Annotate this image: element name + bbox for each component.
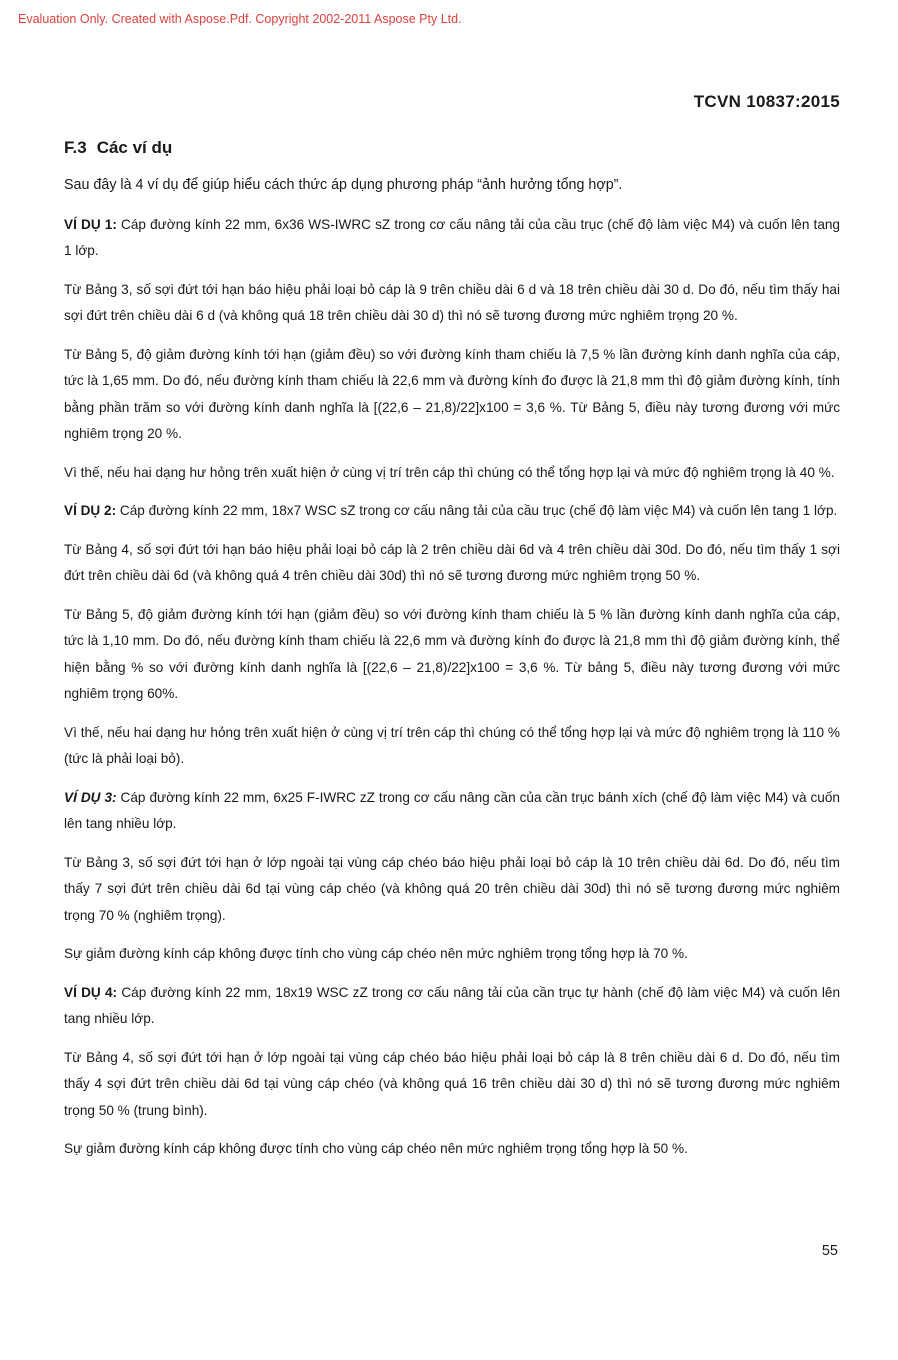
intro-paragraph: Sau đây là 4 ví dụ để giúp hiểu cách thức áp dụng phương pháp “ảnh hưởng tổng hợp”. [64, 177, 623, 193]
example-1-paragraph-1: Từ Bảng 3, số sợi đứt tới hạn báo hiệu phải loại bỏ cáp là 9 trên chiều dài 6 d và 18 trên chiều dài 30 d. Do đó, nếu tìm thấy hai sợi đứt trên chiều dài 6 d (và không quá 18 trên chiều dài 30 d) thì nó sẽ tương đương mức nghiêm trọng 20 %. [64, 281, 840, 323]
example-2-paragraph-1: Từ Bảng 4, số sợi đứt tới hạn báo hiệu phải loại bỏ cáp là 2 trên chiều dài 6d và 4 trên chiều dài 30d. Do đó, nếu tìm thấy 1 sợi đứt trên chiều dài 6d (và không quá 4 trên chiều dài 30d) thì nó sẽ tương đương mức nghiêm trọng 50 %. [64, 541, 840, 583]
example-3-paragraph-2: Sự giảm đường kính cáp không được tính cho vùng cáp chéo nên mức nghiêm trọng tổng hợp là 70 %. [64, 946, 688, 961]
example-2-paragraph-3: Vì thế, nếu hai dạng hư hỏng trên xuất hiện ở cùng vị trí trên cáp thì chúng có thể tổng hợp lại và mức độ nghiêm trọng là 110 % (tức là phải loại bỏ). [64, 724, 840, 766]
page-body [64, 138, 840, 1175]
example-4-paragraph-1: Từ Bảng 4, số sợi đứt tới hạn ở lớp ngoài tại vùng cáp chéo báo hiệu phải loại bỏ cáp là 8 trên chiều dài 6 d. Do đó, nếu tìm thấy 4 sợi đứt trên chiều dài 6d tại vùng cáp chéo (và không quá 16 trên chiều dài 30 d) thì nó sẽ tương đương mức nghiêm trọng 50 % (trung bình). [64, 1049, 840, 1118]
example-3-paragraph-1: Từ Bảng 3, số sợi đứt tới hạn ở lớp ngoài tại vùng cáp chéo báo hiệu phải loại bỏ cáp là 10 trên chiều dài 6d. Do đó, nếu tìm thấy 7 sợi đứt trên chiều dài 6d tại vùng cáp chéo (và không quá 20 trên chiều dài 30d) thì nó sẽ tương đương mức nghiêm trọng 70 % (nghiêm trọng). [64, 854, 840, 923]
example-description: Cáp đường kính 22 mm, 6x36 WS-IWRC sZ trong cơ cấu nâng tải của cầu trục (chế độ làm việc M4) và cuốn lên tang 1 lớp. [64, 216, 840, 258]
example-description: Cáp đường kính 22 mm, 18x19 WSC zZ trong cơ cấu nâng tải của cần trục tự hành (chế độ làm việc M4) và cuốn lên tang nhiều lớp. [64, 984, 840, 1026]
page-number: 55 [821, 1243, 838, 1259]
example-4-heading [64, 980, 840, 1033]
example-label: VÍ DỤ 2: [64, 503, 117, 518]
section-title: Các ví dụ [96, 138, 173, 157]
section-number: F.3 [64, 138, 87, 157]
example-2-paragraph-2: Từ Bảng 5, độ giảm đường kính tới hạn (giảm đều) so với đường kính tham chiếu là 5 % lần đường kính danh nghĩa của cáp, tức là 1,10 mm. Do đó, nếu đường kính tham chiếu là 22,6 mm và đường kính đo được là 21,8 mm thì độ giảm đường kính, thể hiện bằng % so với đường kính danh nghĩa là [(22,6 – 21,8)/22]x100 = 3,6 %. Từ bảng 5, điều này tương đương với mức nghiêm trọng 60%. [64, 606, 840, 701]
watermark-text: Evaluation Only. Created with Aspose.Pdf. Copyright 2002-2011 Aspose Pty Ltd. [18, 12, 462, 26]
example-4-paragraph-2: Sự giảm đường kính cáp không được tính cho vùng cáp chéo nên mức nghiêm trọng tổng hợp là 50 %. [64, 1141, 688, 1156]
example-description: Cáp đường kính 22 mm, 18x7 WSC sZ trong cơ cấu nâng tải của cầu trục (chế độ làm việc M4) và cuốn lên tang 1 lớp. [119, 503, 838, 518]
example-1-paragraph-3: Vì thế, nếu hai dạng hư hỏng trên xuất hiện ở cùng vị trí trên cáp thì chúng có thể tổng hợp lại và mức độ nghiêm trọng là 40 %. [64, 464, 835, 480]
example-label: VÍ DỤ 1: [64, 216, 117, 232]
example-1-paragraph-2: Từ Bảng 5, độ giảm đường kính tới hạn (giảm đều) so với đường kính tham chiếu là 7,5 % lần đường kính danh nghĩa của cáp, tức là 1,65 mm. Do đó, nếu đường kính tham chiếu là 22,6 mm và đường kính đo được là 21,8 mm thì độ giảm đường kính, tính bằng phần trăm so với đường kính danh nghĩa là [(22,6 – 21,8)/22]x100 = 3,6 %. Từ Bảng 5, điều này tương đương với mức nghiêm trọng 20 %. [64, 346, 840, 441]
example-2-heading [64, 498, 840, 525]
example-3-heading [64, 785, 840, 838]
example-description: Cáp đường kính 22 mm, 6x25 F-IWRC zZ trong cơ cấu nâng cần của cần trục bánh xích (chế độ làm việc M4) và cuốn lên tang nhiều lớp. [64, 789, 840, 831]
example-1-heading [64, 212, 840, 265]
section-heading [64, 138, 840, 158]
example-label: VÍ DỤ 4: [64, 984, 118, 1000]
example-label: VÍ DỤ 3: [64, 789, 117, 805]
document-code: TCVN 10837:2015 [693, 92, 840, 111]
